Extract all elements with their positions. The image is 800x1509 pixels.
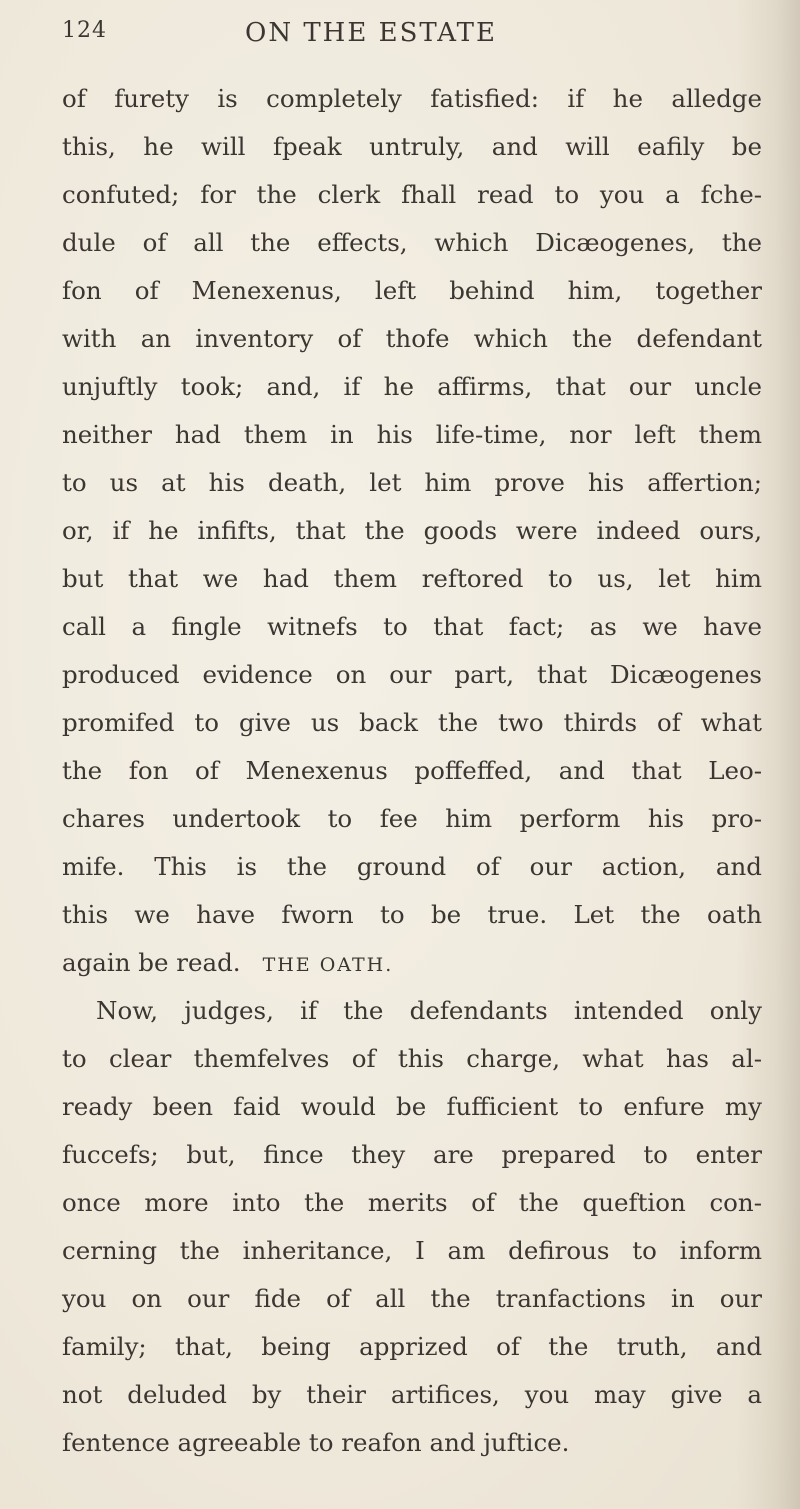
running-head: ON THE ESTATE — [245, 18, 497, 48]
oath-label: THE OATH. — [262, 954, 394, 976]
text-line: to us at his death, let him prove his affertion; — [62, 468, 762, 497]
text-line: call a fingle witnefs to that fact; as we have — [62, 612, 762, 641]
text-line: dule of all the effects, which Dicæogenes, the — [62, 228, 762, 257]
text-line: not deluded by their artifices, you may give a — [62, 1380, 762, 1409]
text-line: this, he will fpeak untruly, and will eafily be — [62, 132, 762, 161]
text-line: this we have fworn to be true. Let the oath — [62, 900, 762, 929]
page-number: 124 — [62, 18, 107, 43]
text-line: unjuftly took; and, if he affirms, that our uncle — [62, 372, 762, 401]
text-line: promifed to give us back the two thirds of what — [62, 708, 762, 737]
oath-line-text: again be read. — [62, 948, 241, 977]
paragraph-start-line: Now, judges, if the defendants intended only — [96, 996, 762, 1025]
text-line: confuted; for the clerk fhall read to you a fche- — [62, 180, 762, 209]
text-line: mife. This is the ground of our action, and — [62, 852, 762, 881]
text-line: the fon of Menexenus poffeffed, and that Leo- — [62, 756, 762, 785]
text-line: of furety is completely fatisfied: if he alledge — [62, 84, 762, 113]
text-line: cerning the inheritance, I am defirous to inform — [62, 1236, 762, 1265]
text-line: or, if he infifts, that the goods were indeed ours, — [62, 516, 762, 545]
text-line: with an inventory of thofe which the defendant — [62, 324, 762, 353]
text-line: fon of Menexenus, left behind him, together — [62, 276, 762, 305]
text-line: fentence agreeable to reafon and juftice. — [62, 1428, 570, 1457]
oath-line — [62, 939, 762, 987]
text-line: ready been faid would be fufficient to enfure my — [62, 1092, 762, 1121]
text-line: fuccefs; but, fince they are prepared to enter — [62, 1140, 762, 1169]
body-text — [62, 75, 762, 1467]
text-line: but that we had them reftored to us, let him — [62, 564, 762, 593]
text-line: once more into the merits of the queftion con- — [62, 1188, 762, 1217]
page-header — [62, 18, 682, 58]
text-line: chares undertook to fee him perform his pro- — [62, 804, 762, 833]
text-line: to clear themfelves of this charge, what has al- — [62, 1044, 762, 1073]
text-line: produced evidence on our part, that Dicæogenes — [62, 660, 762, 689]
text-line: family; that, being apprized of the truth, and — [62, 1332, 762, 1361]
text-line: you on our fide of all the tranfactions in our — [62, 1284, 762, 1313]
text-line: neither had them in his life-time, nor left them — [62, 420, 762, 449]
